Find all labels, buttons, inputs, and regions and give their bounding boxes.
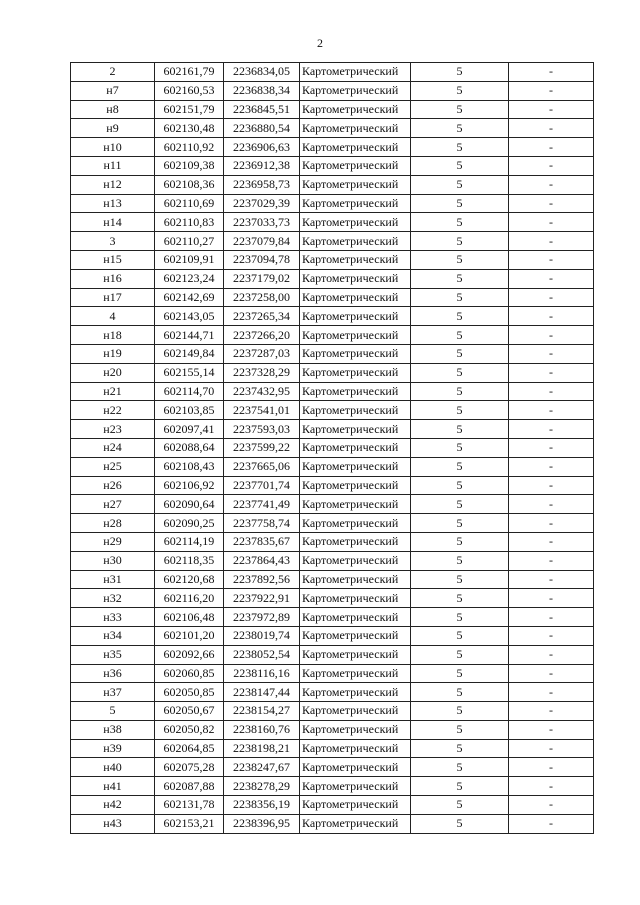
accuracy-cell: 5 <box>411 626 509 645</box>
point-number-cell: н14 <box>71 213 155 232</box>
method-cell: Картометрический <box>300 156 411 175</box>
note-cell: - <box>509 232 594 251</box>
y-coordinate-cell: 2238247,67 <box>224 758 300 777</box>
point-number-cell: н25 <box>71 457 155 476</box>
y-coordinate-cell: 2237287,03 <box>224 344 300 363</box>
x-coordinate-cell: 602131,78 <box>155 796 224 815</box>
x-coordinate-cell: 602114,19 <box>155 532 224 551</box>
method-cell: Картометрический <box>300 382 411 401</box>
x-coordinate-cell: 602116,20 <box>155 589 224 608</box>
note-cell: - <box>509 702 594 721</box>
x-coordinate-cell: 602092,66 <box>155 645 224 664</box>
x-coordinate-cell: 602143,05 <box>155 307 224 326</box>
method-cell: Картометрический <box>300 777 411 796</box>
y-coordinate-cell: 2237665,06 <box>224 457 300 476</box>
table-row <box>71 250 594 269</box>
point-number-cell: н27 <box>71 495 155 514</box>
note-cell: - <box>509 626 594 645</box>
table-row <box>71 288 594 307</box>
note-cell: - <box>509 288 594 307</box>
point-number-cell: н16 <box>71 269 155 288</box>
method-cell: Картометрический <box>300 495 411 514</box>
x-coordinate-cell: 602106,92 <box>155 476 224 495</box>
x-coordinate-cell: 602050,85 <box>155 683 224 702</box>
point-number-cell: н35 <box>71 645 155 664</box>
note-cell: - <box>509 156 594 175</box>
accuracy-cell: 5 <box>411 739 509 758</box>
accuracy-cell: 5 <box>411 382 509 401</box>
table-row <box>71 626 594 645</box>
y-coordinate-cell: 2236958,73 <box>224 175 300 194</box>
table-row <box>71 401 594 420</box>
x-coordinate-cell: 602142,69 <box>155 288 224 307</box>
method-cell: Картометрический <box>300 100 411 119</box>
coordinates-table <box>70 62 594 834</box>
accuracy-cell: 5 <box>411 645 509 664</box>
method-cell: Картометрический <box>300 551 411 570</box>
method-cell: Картометрический <box>300 194 411 213</box>
point-number-cell: н22 <box>71 401 155 420</box>
method-cell: Картометрический <box>300 739 411 758</box>
note-cell: - <box>509 777 594 796</box>
accuracy-cell: 5 <box>411 288 509 307</box>
x-coordinate-cell: 602108,36 <box>155 175 224 194</box>
x-coordinate-cell: 602120,68 <box>155 570 224 589</box>
method-cell: Картометрический <box>300 532 411 551</box>
point-number-cell: н42 <box>71 796 155 815</box>
note-cell: - <box>509 119 594 138</box>
y-coordinate-cell: 2237593,03 <box>224 420 300 439</box>
table-row <box>71 156 594 175</box>
accuracy-cell: 5 <box>411 326 509 345</box>
method-cell: Картометрический <box>300 363 411 382</box>
method-cell: Картометрический <box>300 63 411 82</box>
accuracy-cell: 5 <box>411 119 509 138</box>
table-row <box>71 664 594 683</box>
point-number-cell: н10 <box>71 138 155 157</box>
y-coordinate-cell: 2237892,56 <box>224 570 300 589</box>
point-number-cell: н28 <box>71 514 155 533</box>
note-cell: - <box>509 307 594 326</box>
table-row <box>71 645 594 664</box>
point-number-cell: н34 <box>71 626 155 645</box>
note-cell: - <box>509 645 594 664</box>
note-cell: - <box>509 420 594 439</box>
x-coordinate-cell: 602103,85 <box>155 401 224 420</box>
y-coordinate-cell: 2237265,34 <box>224 307 300 326</box>
method-cell: Картометрический <box>300 476 411 495</box>
method-cell: Картометрический <box>300 720 411 739</box>
x-coordinate-cell: 602106,48 <box>155 608 224 627</box>
x-coordinate-cell: 602130,48 <box>155 119 224 138</box>
point-number-cell: 3 <box>71 232 155 251</box>
note-cell: - <box>509 796 594 815</box>
coordinates-table-body <box>71 63 594 834</box>
note-cell: - <box>509 401 594 420</box>
note-cell: - <box>509 175 594 194</box>
y-coordinate-cell: 2237258,00 <box>224 288 300 307</box>
y-coordinate-cell: 2236845,51 <box>224 100 300 119</box>
point-number-cell: н43 <box>71 814 155 833</box>
y-coordinate-cell: 2238396,95 <box>224 814 300 833</box>
y-coordinate-cell: 2236880,54 <box>224 119 300 138</box>
point-number-cell: н13 <box>71 194 155 213</box>
note-cell: - <box>509 720 594 739</box>
y-coordinate-cell: 2237701,74 <box>224 476 300 495</box>
note-cell: - <box>509 476 594 495</box>
accuracy-cell: 5 <box>411 363 509 382</box>
accuracy-cell: 5 <box>411 100 509 119</box>
x-coordinate-cell: 602123,24 <box>155 269 224 288</box>
method-cell: Картометрический <box>300 326 411 345</box>
method-cell: Картометрический <box>300 420 411 439</box>
note-cell: - <box>509 683 594 702</box>
y-coordinate-cell: 2238147,44 <box>224 683 300 702</box>
method-cell: Картометрический <box>300 401 411 420</box>
point-number-cell: 5 <box>71 702 155 721</box>
x-coordinate-cell: 602118,35 <box>155 551 224 570</box>
point-number-cell: н39 <box>71 739 155 758</box>
y-coordinate-cell: 2238278,29 <box>224 777 300 796</box>
y-coordinate-cell: 2237432,95 <box>224 382 300 401</box>
table-row <box>71 758 594 777</box>
accuracy-cell: 5 <box>411 232 509 251</box>
note-cell: - <box>509 608 594 627</box>
x-coordinate-cell: 602088,64 <box>155 438 224 457</box>
method-cell: Картометрический <box>300 288 411 307</box>
table-row <box>71 213 594 232</box>
note-cell: - <box>509 213 594 232</box>
point-number-cell: н18 <box>71 326 155 345</box>
point-number-cell: н30 <box>71 551 155 570</box>
table-row <box>71 232 594 251</box>
table-row <box>71 438 594 457</box>
accuracy-cell: 5 <box>411 420 509 439</box>
point-number-cell: н26 <box>71 476 155 495</box>
table-row <box>71 608 594 627</box>
point-number-cell: н32 <box>71 589 155 608</box>
accuracy-cell: 5 <box>411 213 509 232</box>
y-coordinate-cell: 2237033,73 <box>224 213 300 232</box>
method-cell: Картометрический <box>300 213 411 232</box>
accuracy-cell: 5 <box>411 495 509 514</box>
method-cell: Картометрический <box>300 232 411 251</box>
accuracy-cell: 5 <box>411 514 509 533</box>
accuracy-cell: 5 <box>411 758 509 777</box>
accuracy-cell: 5 <box>411 175 509 194</box>
accuracy-cell: 5 <box>411 551 509 570</box>
table-row <box>71 683 594 702</box>
point-number-cell: н38 <box>71 720 155 739</box>
y-coordinate-cell: 2237328,29 <box>224 363 300 382</box>
table-row <box>71 382 594 401</box>
table-row <box>71 175 594 194</box>
y-coordinate-cell: 2237972,89 <box>224 608 300 627</box>
method-cell: Картометрический <box>300 589 411 608</box>
note-cell: - <box>509 514 594 533</box>
method-cell: Картометрический <box>300 683 411 702</box>
table-row <box>71 476 594 495</box>
table-row <box>71 363 594 382</box>
accuracy-cell: 5 <box>411 702 509 721</box>
y-coordinate-cell: 2237599,22 <box>224 438 300 457</box>
y-coordinate-cell: 2236838,34 <box>224 81 300 100</box>
point-number-cell: н37 <box>71 683 155 702</box>
table-row <box>71 551 594 570</box>
method-cell: Картометрический <box>300 344 411 363</box>
point-number-cell: 4 <box>71 307 155 326</box>
x-coordinate-cell: 602075,28 <box>155 758 224 777</box>
x-coordinate-cell: 602109,38 <box>155 156 224 175</box>
x-coordinate-cell: 602060,85 <box>155 664 224 683</box>
note-cell: - <box>509 551 594 570</box>
y-coordinate-cell: 2238052,54 <box>224 645 300 664</box>
y-coordinate-cell: 2238160,76 <box>224 720 300 739</box>
x-coordinate-cell: 602050,82 <box>155 720 224 739</box>
accuracy-cell: 5 <box>411 401 509 420</box>
note-cell: - <box>509 758 594 777</box>
accuracy-cell: 5 <box>411 720 509 739</box>
accuracy-cell: 5 <box>411 608 509 627</box>
method-cell: Картометрический <box>300 438 411 457</box>
y-coordinate-cell: 2237835,67 <box>224 532 300 551</box>
y-coordinate-cell: 2238116,16 <box>224 664 300 683</box>
accuracy-cell: 5 <box>411 664 509 683</box>
accuracy-cell: 5 <box>411 194 509 213</box>
note-cell: - <box>509 814 594 833</box>
x-coordinate-cell: 602114,70 <box>155 382 224 401</box>
accuracy-cell: 5 <box>411 344 509 363</box>
note-cell: - <box>509 438 594 457</box>
point-number-cell: н36 <box>71 664 155 683</box>
point-number-cell: н40 <box>71 758 155 777</box>
point-number-cell: н17 <box>71 288 155 307</box>
note-cell: - <box>509 664 594 683</box>
x-coordinate-cell: 602108,43 <box>155 457 224 476</box>
method-cell: Картометрический <box>300 175 411 194</box>
table-row <box>71 589 594 608</box>
point-number-cell: н24 <box>71 438 155 457</box>
note-cell: - <box>509 457 594 476</box>
point-number-cell: н41 <box>71 777 155 796</box>
table-row <box>71 119 594 138</box>
method-cell: Картометрический <box>300 457 411 476</box>
note-cell: - <box>509 81 594 100</box>
note-cell: - <box>509 269 594 288</box>
note-cell: - <box>509 589 594 608</box>
point-number-cell: н12 <box>71 175 155 194</box>
point-number-cell: н11 <box>71 156 155 175</box>
x-coordinate-cell: 602149,84 <box>155 344 224 363</box>
method-cell: Картометрический <box>300 796 411 815</box>
note-cell: - <box>509 250 594 269</box>
x-coordinate-cell: 602064,85 <box>155 739 224 758</box>
table-row <box>71 81 594 100</box>
point-number-cell: н20 <box>71 363 155 382</box>
accuracy-cell: 5 <box>411 63 509 82</box>
accuracy-cell: 5 <box>411 683 509 702</box>
x-coordinate-cell: 602050,67 <box>155 702 224 721</box>
accuracy-cell: 5 <box>411 476 509 495</box>
y-coordinate-cell: 2236906,63 <box>224 138 300 157</box>
x-coordinate-cell: 602110,69 <box>155 194 224 213</box>
x-coordinate-cell: 602110,27 <box>155 232 224 251</box>
y-coordinate-cell: 2237079,84 <box>224 232 300 251</box>
x-coordinate-cell: 602155,14 <box>155 363 224 382</box>
accuracy-cell: 5 <box>411 269 509 288</box>
method-cell: Картометрический <box>300 119 411 138</box>
method-cell: Картометрический <box>300 758 411 777</box>
table-row <box>71 814 594 833</box>
point-number-cell: н8 <box>71 100 155 119</box>
accuracy-cell: 5 <box>411 250 509 269</box>
point-number-cell: н29 <box>71 532 155 551</box>
method-cell: Картометрический <box>300 608 411 627</box>
table-row <box>71 269 594 288</box>
table-row <box>71 63 594 82</box>
accuracy-cell: 5 <box>411 81 509 100</box>
table-row <box>71 100 594 119</box>
y-coordinate-cell: 2238356,19 <box>224 796 300 815</box>
note-cell: - <box>509 138 594 157</box>
accuracy-cell: 5 <box>411 777 509 796</box>
x-coordinate-cell: 602161,79 <box>155 63 224 82</box>
table-row <box>71 720 594 739</box>
table-row <box>71 495 594 514</box>
table-row <box>71 514 594 533</box>
point-number-cell: н15 <box>71 250 155 269</box>
x-coordinate-cell: 602090,25 <box>155 514 224 533</box>
x-coordinate-cell: 602110,83 <box>155 213 224 232</box>
y-coordinate-cell: 2238019,74 <box>224 626 300 645</box>
x-coordinate-cell: 602101,20 <box>155 626 224 645</box>
y-coordinate-cell: 2237179,02 <box>224 269 300 288</box>
table-row <box>71 702 594 721</box>
accuracy-cell: 5 <box>411 156 509 175</box>
y-coordinate-cell: 2237029,39 <box>224 194 300 213</box>
accuracy-cell: 5 <box>411 570 509 589</box>
point-number-cell: н21 <box>71 382 155 401</box>
point-number-cell: н33 <box>71 608 155 627</box>
accuracy-cell: 5 <box>411 814 509 833</box>
method-cell: Картометрический <box>300 814 411 833</box>
note-cell: - <box>509 100 594 119</box>
accuracy-cell: 5 <box>411 138 509 157</box>
page-number: 2 <box>317 36 323 50</box>
accuracy-cell: 5 <box>411 438 509 457</box>
note-cell: - <box>509 344 594 363</box>
point-number-cell: н31 <box>71 570 155 589</box>
method-cell: Картометрический <box>300 307 411 326</box>
table-row <box>71 777 594 796</box>
table-row <box>71 457 594 476</box>
table-row <box>71 796 594 815</box>
table-row <box>71 138 594 157</box>
y-coordinate-cell: 2237758,74 <box>224 514 300 533</box>
y-coordinate-cell: 2237922,91 <box>224 589 300 608</box>
method-cell: Картометрический <box>300 250 411 269</box>
point-number-cell: н23 <box>71 420 155 439</box>
point-number-cell: 2 <box>71 63 155 82</box>
note-cell: - <box>509 532 594 551</box>
method-cell: Картометрический <box>300 626 411 645</box>
x-coordinate-cell: 602097,41 <box>155 420 224 439</box>
y-coordinate-cell: 2237541,01 <box>224 401 300 420</box>
method-cell: Картометрический <box>300 645 411 664</box>
y-coordinate-cell: 2237741,49 <box>224 495 300 514</box>
note-cell: - <box>509 570 594 589</box>
note-cell: - <box>509 739 594 758</box>
point-number-cell: н19 <box>71 344 155 363</box>
table-row <box>71 344 594 363</box>
y-coordinate-cell: 2237864,43 <box>224 551 300 570</box>
y-coordinate-cell: 2238198,21 <box>224 739 300 758</box>
y-coordinate-cell: 2236834,05 <box>224 63 300 82</box>
accuracy-cell: 5 <box>411 796 509 815</box>
accuracy-cell: 5 <box>411 532 509 551</box>
note-cell: - <box>509 495 594 514</box>
y-coordinate-cell: 2237266,20 <box>224 326 300 345</box>
method-cell: Картометрический <box>300 138 411 157</box>
point-number-cell: н9 <box>71 119 155 138</box>
table-row <box>71 532 594 551</box>
y-coordinate-cell: 2238154,27 <box>224 702 300 721</box>
table-row <box>71 420 594 439</box>
x-coordinate-cell: 602153,21 <box>155 814 224 833</box>
table-row <box>71 194 594 213</box>
accuracy-cell: 5 <box>411 589 509 608</box>
table-row <box>71 739 594 758</box>
note-cell: - <box>509 326 594 345</box>
method-cell: Картометрический <box>300 702 411 721</box>
x-coordinate-cell: 602151,79 <box>155 100 224 119</box>
x-coordinate-cell: 602160,53 <box>155 81 224 100</box>
note-cell: - <box>509 363 594 382</box>
x-coordinate-cell: 602110,92 <box>155 138 224 157</box>
method-cell: Картометрический <box>300 81 411 100</box>
y-coordinate-cell: 2236912,38 <box>224 156 300 175</box>
x-coordinate-cell: 602144,71 <box>155 326 224 345</box>
method-cell: Картометрический <box>300 664 411 683</box>
table-row <box>71 570 594 589</box>
method-cell: Картометрический <box>300 570 411 589</box>
method-cell: Картометрический <box>300 514 411 533</box>
method-cell: Картометрический <box>300 269 411 288</box>
note-cell: - <box>509 63 594 82</box>
accuracy-cell: 5 <box>411 457 509 476</box>
y-coordinate-cell: 2237094,78 <box>224 250 300 269</box>
x-coordinate-cell: 602109,91 <box>155 250 224 269</box>
table-row <box>71 307 594 326</box>
x-coordinate-cell: 602087,88 <box>155 777 224 796</box>
point-number-cell: н7 <box>71 81 155 100</box>
note-cell: - <box>509 194 594 213</box>
note-cell: - <box>509 382 594 401</box>
accuracy-cell: 5 <box>411 307 509 326</box>
table-row <box>71 326 594 345</box>
x-coordinate-cell: 602090,64 <box>155 495 224 514</box>
